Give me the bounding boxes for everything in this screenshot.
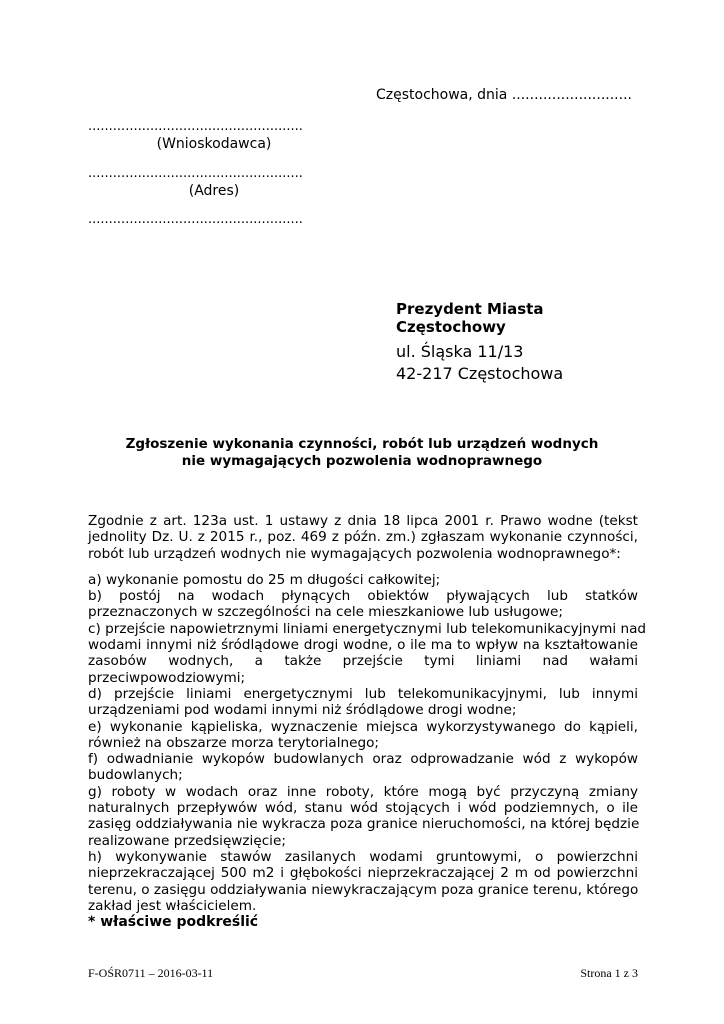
list-item xyxy=(88,620,647,686)
form-code: F-OŚR0711 – 2016-03-11 xyxy=(88,966,214,980)
recipient-title-2: Częstochowy xyxy=(396,318,506,336)
place-date: Częstochowa, dnia ........................... xyxy=(376,87,632,103)
list-item-line: nieprzekraczającej 500 m2 i głębokości nieprzekraczającej 2 m od powierzchni xyxy=(88,865,638,882)
items-list xyxy=(88,571,647,914)
list-item-line: zasobów wodnych, a także przejście tymi liniami nad wałami xyxy=(88,653,638,670)
list-item-line: przeznaczonych w szczególności na cele mieszkaniowe lub usługowe; xyxy=(88,604,563,621)
list-item xyxy=(88,588,638,621)
list-item-line: e) wykonanie kąpieliska, wyznaczenie miejsca wykorzystywanego do kąpieli, xyxy=(88,718,638,735)
intro-line-2: jednolity Dz. U. z 2015 r., poz. 469 z późn. zm.) zgłaszam wykonanie czynności, xyxy=(88,529,638,546)
list-item-line: również na obszarze morza terytorialnego; xyxy=(88,734,379,751)
page-number: Strona 1 z 3 xyxy=(580,966,638,980)
list-item-line: g) roboty w wodach oraz inne roboty, które mogą być przyczyną zmiany xyxy=(88,783,638,800)
note-underline-instruction: * właściwe podkreślić xyxy=(88,914,259,931)
list-item-line: terenu, o zasięgu oddziaływania niewykraczającym poza granice terenu, którego xyxy=(88,881,639,898)
list-item-line: przeciwpowodziowymi; xyxy=(88,669,246,686)
list-item-line: b) postój na wodach płynących obiektów pływających lub statków xyxy=(88,588,638,605)
list-item-line: a) wykonanie pomostu do 25 m długości całkowitej; xyxy=(88,571,441,588)
list-item xyxy=(88,784,638,849)
intro-line-3: robót lub urządzeń wodnych nie wymagających pozwolenia wodnoprawnego*: xyxy=(88,545,621,562)
list-item-line: zasięg oddziaływania nie wykracza poza granice nieruchomości, na której będzie xyxy=(88,816,640,833)
document-title-line-1: Zgłoszenie wykonania czynności, robót lub urządzeń wodnych xyxy=(125,436,599,452)
applicant-name-line: .................................................... xyxy=(88,119,303,134)
recipient-block xyxy=(396,300,563,384)
list-item xyxy=(88,572,638,588)
list-item xyxy=(88,849,638,914)
list-item xyxy=(88,719,638,752)
list-item-line: f) odwadnianie wykopów budowlanych oraz odprowadzanie wód z wykopów xyxy=(88,751,638,768)
list-item-line: zakład jest właścicielem. xyxy=(88,897,257,914)
list-item-line: c) przejście napowietrznymi liniami energetycznymi lub telekomunikacyjnymi nad xyxy=(88,620,647,637)
recipient-street: ul. Śląska 11/13 xyxy=(396,342,524,361)
body-content xyxy=(88,513,647,931)
applicant-address-label: (Adres) xyxy=(188,183,240,199)
intro-line-1: Zgodnie z art. 123a ust. 1 ustawy z dnia 18 lipca 2001 r. Prawo wodne (tekst xyxy=(88,513,638,529)
list-item-line: h) wykonywanie stawów zasilanych wodami gruntowymi, o powierzchni xyxy=(88,848,638,865)
list-item xyxy=(88,751,638,784)
list-item-line: d) przejście liniami energetycznymi lub telekomunikacyjnymi, lub innymi xyxy=(88,685,638,702)
recipient-title-1: Prezydent Miasta xyxy=(396,300,544,318)
list-item-line: realizowane przedsięwzięcie; xyxy=(88,832,286,849)
applicant-name-label: (Wnioskodawca) xyxy=(156,136,272,152)
applicant-extra-line: .................................................... xyxy=(88,212,303,227)
list-item xyxy=(88,686,638,719)
applicant-block xyxy=(88,118,340,228)
document-title-line-2: nie wymagających pozwolenia wodnoprawnego xyxy=(181,453,543,469)
list-item-line: urządzeniami pod wodami innymi niż śródlądowe drogi wodne; xyxy=(88,702,517,719)
list-item-line: wodami innymi niż śródlądowe drogi wodne, o ile ma to wpływ na kształtowanie xyxy=(88,637,638,654)
list-item-line: naturalnych przepływów wód, stanu wód stojących i wód podziemnych, o ile xyxy=(88,800,638,817)
recipient-city: 42-217 Częstochowa xyxy=(396,364,564,383)
applicant-address-line: .................................................... xyxy=(88,166,303,181)
list-item-line: budowlanych; xyxy=(88,767,183,784)
document-title xyxy=(60,436,664,470)
